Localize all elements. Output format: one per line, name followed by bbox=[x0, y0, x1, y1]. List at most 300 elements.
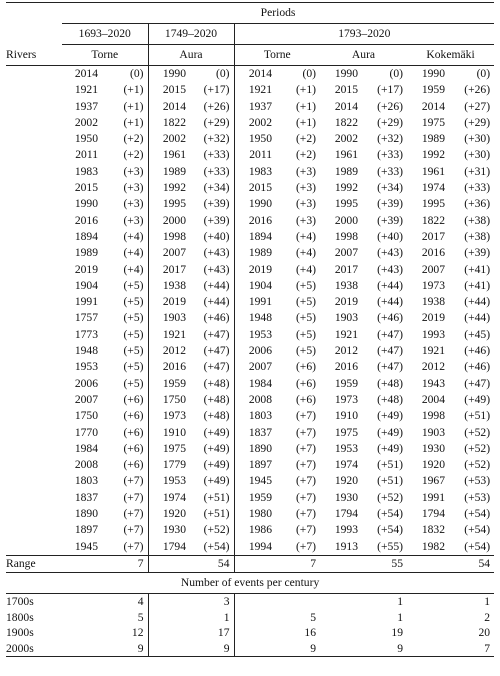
year-cell: 1959 bbox=[421, 83, 445, 97]
offset-cell: (+1) bbox=[295, 99, 316, 113]
year-cell: 2019 bbox=[421, 311, 445, 325]
ranking-row bbox=[6, 310, 494, 326]
offset-cell: (+39) bbox=[203, 197, 230, 211]
offset-cell: (+30) bbox=[464, 148, 491, 162]
year-cell: 1953 bbox=[234, 327, 274, 343]
offset-cell: (+5) bbox=[123, 278, 144, 292]
year-cell: 2016 bbox=[74, 213, 98, 227]
year-cell: 1990 bbox=[74, 197, 98, 211]
event-count-cell: 16 bbox=[234, 625, 320, 641]
year-cell: 1990 bbox=[407, 66, 447, 83]
ranking-row bbox=[6, 343, 494, 359]
year-cell: 1989 bbox=[334, 164, 358, 178]
year-cell: 1770 bbox=[74, 425, 98, 439]
offset-cell: (+7) bbox=[295, 474, 316, 488]
offset-cell: (+7) bbox=[295, 539, 316, 553]
offset-cell: (+49) bbox=[203, 458, 230, 472]
offset-cell: (+1) bbox=[123, 83, 144, 97]
event-count-cell: 1 bbox=[320, 594, 407, 610]
year-cell: 1991 bbox=[74, 295, 98, 309]
row-spacer bbox=[6, 115, 62, 131]
ranking-row bbox=[6, 522, 494, 538]
event-count-cell: 19 bbox=[391, 626, 403, 640]
year-cell: 1989 bbox=[148, 164, 188, 180]
row-spacer bbox=[6, 99, 62, 115]
ranking-row bbox=[6, 327, 494, 343]
offset-cell: (+2) bbox=[295, 148, 316, 162]
offset-cell: (+47) bbox=[203, 360, 230, 374]
year-cell: 1803 bbox=[74, 474, 98, 488]
year-cell: 2006 bbox=[74, 376, 98, 390]
offset-cell: (+53) bbox=[464, 474, 491, 488]
year-cell: 1959 bbox=[234, 490, 274, 506]
event-count-cell: 9 bbox=[62, 641, 148, 657]
offset-cell: (+54) bbox=[464, 539, 491, 553]
year-cell: 1986 bbox=[234, 522, 274, 538]
year-cell: 1973 bbox=[421, 278, 445, 292]
year-cell: 1948 bbox=[74, 344, 98, 358]
year-cell: 1990 bbox=[320, 66, 360, 83]
year-cell: 1950 bbox=[74, 132, 98, 146]
year-cell: 2012 bbox=[421, 360, 445, 374]
year-cell: 2015 bbox=[234, 180, 274, 196]
row-spacer bbox=[6, 147, 62, 163]
year-cell: 1921 bbox=[421, 344, 445, 358]
year-cell: 2011 bbox=[234, 147, 274, 163]
offset-cell: (+51) bbox=[203, 507, 230, 521]
year-cell: 1903 bbox=[334, 311, 358, 325]
year-cell: 2012 bbox=[148, 343, 188, 359]
year-cell: 1995 bbox=[148, 196, 188, 212]
ranking-row bbox=[6, 408, 494, 424]
year-cell: 1921 bbox=[234, 82, 274, 98]
row-spacer bbox=[6, 441, 62, 457]
event-count-cell: 17 bbox=[148, 625, 234, 641]
year-cell: 2016 bbox=[234, 213, 274, 229]
offset-cell: (+6) bbox=[295, 376, 316, 390]
year-cell: 1945 bbox=[74, 539, 98, 553]
offset-cell: (+46) bbox=[377, 311, 403, 325]
row-spacer bbox=[6, 506, 62, 522]
periods-heading: Periods bbox=[62, 3, 494, 24]
year-cell: 1894 bbox=[234, 229, 274, 245]
year-cell: 1973 bbox=[334, 392, 358, 406]
year-cell: 1903 bbox=[421, 425, 445, 439]
offset-cell: (+5) bbox=[123, 344, 144, 358]
year-cell: 1894 bbox=[74, 229, 98, 243]
year-cell: 1921 bbox=[334, 327, 358, 341]
offset-cell: (+49) bbox=[203, 474, 230, 488]
river-name-3: Torne bbox=[234, 45, 320, 66]
year-cell: 2007 bbox=[74, 392, 98, 406]
offset-cell: (+5) bbox=[123, 295, 144, 309]
offset-cell: (+31) bbox=[464, 164, 491, 178]
offset-cell: (+44) bbox=[464, 311, 491, 325]
offset-cell: (+47) bbox=[203, 344, 230, 358]
year-cell: 1890 bbox=[74, 507, 98, 521]
year-cell: 2000 bbox=[334, 213, 358, 227]
year-cell: 1990 bbox=[148, 66, 188, 83]
year-cell: 1953 bbox=[74, 360, 98, 374]
offset-cell: (+51) bbox=[464, 409, 491, 423]
offset-cell: (+44) bbox=[377, 278, 403, 292]
offset-cell: (+1) bbox=[123, 99, 144, 113]
year-cell: 2014 bbox=[148, 99, 188, 115]
year-cell: 1993 bbox=[334, 523, 358, 537]
year-cell: 2015 bbox=[334, 83, 358, 97]
year-cell: 1983 bbox=[234, 164, 274, 180]
year-cell: 1822 bbox=[334, 115, 358, 129]
row-spacer bbox=[6, 327, 62, 343]
row-spacer bbox=[6, 408, 62, 424]
ranking-row bbox=[6, 213, 494, 229]
row-spacer bbox=[6, 164, 62, 180]
offset-cell: (+3) bbox=[123, 213, 144, 227]
year-cell: 1803 bbox=[234, 408, 274, 424]
offset-cell: (+40) bbox=[377, 229, 403, 243]
offset-cell: (+34) bbox=[203, 181, 230, 195]
year-cell: 1930 bbox=[148, 522, 188, 538]
row-spacer bbox=[6, 262, 62, 278]
year-cell: 1998 bbox=[148, 229, 188, 245]
offset-cell: (+54) bbox=[464, 523, 491, 537]
event-count-cell: 9 bbox=[320, 641, 407, 657]
year-cell: 1938 bbox=[421, 295, 445, 309]
year-cell: 1990 bbox=[234, 196, 274, 212]
year-cell: 2014 bbox=[334, 99, 358, 113]
year-cell: 1937 bbox=[234, 99, 274, 115]
periods-table bbox=[6, 2, 494, 657]
year-cell: 1983 bbox=[74, 164, 98, 178]
ranking-row bbox=[6, 490, 494, 506]
offset-cell: (+49) bbox=[377, 441, 403, 455]
offset-cell: (+30) bbox=[464, 132, 491, 146]
offset-cell: (+4) bbox=[295, 246, 316, 260]
river-name-1: Torne bbox=[91, 48, 119, 61]
year-cell: 1989 bbox=[421, 132, 445, 146]
row-spacer bbox=[6, 522, 62, 538]
year-cell: 2008 bbox=[234, 392, 274, 408]
offset-cell: (+51) bbox=[377, 474, 403, 488]
offset-cell: (+51) bbox=[377, 458, 403, 472]
offset-cell: (+52) bbox=[203, 523, 230, 537]
year-cell: 1967 bbox=[421, 474, 445, 488]
offset-cell: (+7) bbox=[295, 458, 316, 472]
year-cell: 1982 bbox=[421, 539, 445, 553]
year-cell: 2007 bbox=[148, 245, 188, 261]
row-spacer bbox=[6, 343, 62, 359]
ranking-row bbox=[6, 131, 494, 147]
row-spacer bbox=[6, 425, 62, 441]
offset-cell: (+39) bbox=[203, 213, 230, 227]
offset-cell: (+49) bbox=[377, 409, 403, 423]
row-spacer bbox=[6, 539, 62, 556]
year-cell: 2017 bbox=[334, 262, 358, 276]
year-cell: 2000 bbox=[148, 213, 188, 229]
offset-cell: (+6) bbox=[295, 360, 316, 374]
offset-cell: (+43) bbox=[203, 246, 230, 260]
year-cell: 1948 bbox=[234, 310, 274, 326]
offset-cell: (+47) bbox=[377, 360, 403, 374]
offset-cell: (+4) bbox=[123, 262, 144, 276]
offset-cell: (+2) bbox=[123, 132, 144, 146]
offset-cell: (+6) bbox=[123, 392, 144, 406]
year-cell: 1945 bbox=[234, 473, 274, 489]
offset-cell: (+5) bbox=[123, 311, 144, 325]
ranking-row bbox=[6, 196, 494, 212]
ranking-row bbox=[6, 425, 494, 441]
event-count-cell: 1 bbox=[407, 594, 494, 610]
year-cell: 1773 bbox=[74, 327, 98, 341]
century-label: 2000s bbox=[6, 641, 62, 657]
ranking-row bbox=[6, 539, 494, 556]
year-cell: 1779 bbox=[148, 457, 188, 473]
year-cell: 1950 bbox=[234, 131, 274, 147]
range-value-4: 55 bbox=[320, 555, 407, 572]
offset-cell: (+38) bbox=[464, 213, 491, 227]
year-cell: 1904 bbox=[234, 278, 274, 294]
year-cell: 1897 bbox=[234, 457, 274, 473]
offset-cell: (+52) bbox=[464, 441, 491, 455]
offset-cell: (+44) bbox=[203, 278, 230, 292]
year-cell: 1910 bbox=[334, 409, 358, 423]
offset-cell: (+7) bbox=[295, 507, 316, 521]
offset-cell: (+47) bbox=[377, 327, 403, 341]
offset-cell: (+4) bbox=[295, 229, 316, 243]
offset-cell: (+29) bbox=[464, 115, 491, 129]
year-cell: 2019 bbox=[74, 262, 98, 276]
offset-cell: (+5) bbox=[295, 278, 316, 292]
event-count-cell: 9 bbox=[148, 641, 234, 657]
year-cell: 2002 bbox=[234, 115, 274, 131]
year-cell: 1975 bbox=[148, 441, 188, 457]
offset-cell: (+48) bbox=[377, 392, 403, 406]
year-cell: 1980 bbox=[234, 506, 274, 522]
offset-cell: (0) bbox=[360, 66, 407, 83]
year-cell: 2012 bbox=[334, 344, 358, 358]
ranking-row bbox=[6, 66, 494, 83]
year-cell: 2016 bbox=[148, 359, 188, 375]
year-cell: 1937 bbox=[74, 99, 98, 113]
event-count-cell: 1 bbox=[148, 610, 234, 626]
year-cell: 2019 bbox=[234, 262, 274, 278]
offset-cell: (+47) bbox=[377, 344, 403, 358]
offset-cell: (+44) bbox=[377, 295, 403, 309]
offset-cell: (+39) bbox=[377, 213, 403, 227]
ranking-row bbox=[6, 506, 494, 522]
offset-cell: (+41) bbox=[464, 278, 491, 292]
offset-cell: (+33) bbox=[464, 181, 491, 195]
offset-cell: (+41) bbox=[464, 262, 491, 276]
offset-cell: (+7) bbox=[123, 474, 144, 488]
ranking-row bbox=[6, 359, 494, 375]
year-cell: 1992 bbox=[334, 181, 358, 195]
year-cell: 1995 bbox=[334, 197, 358, 211]
year-cell: 1930 bbox=[334, 490, 358, 504]
year-cell: 2016 bbox=[334, 360, 358, 374]
offset-cell: (+48) bbox=[377, 376, 403, 390]
events-row bbox=[6, 641, 494, 657]
row-spacer bbox=[6, 180, 62, 196]
event-count-cell: 7 bbox=[407, 641, 494, 657]
offset-cell: (+4) bbox=[123, 246, 144, 260]
river-name-2: Aura bbox=[148, 45, 234, 66]
offset-cell: (+49) bbox=[464, 392, 491, 406]
period-group-1: 1693–2020 bbox=[62, 24, 148, 45]
year-cell: 1989 bbox=[234, 245, 274, 261]
offset-cell: (+45) bbox=[464, 327, 491, 341]
river-name-5: Kokemäki bbox=[426, 48, 475, 61]
row-spacer bbox=[6, 278, 62, 294]
row-spacer bbox=[6, 376, 62, 392]
row-spacer bbox=[6, 457, 62, 473]
offset-cell: (+1) bbox=[295, 115, 316, 129]
offset-cell: (+5) bbox=[123, 327, 144, 341]
year-cell: 1837 bbox=[234, 425, 274, 441]
offset-cell: (+54) bbox=[377, 523, 403, 537]
offset-cell: (+3) bbox=[295, 197, 316, 211]
offset-cell: (+6) bbox=[123, 458, 144, 472]
offset-cell: (+5) bbox=[295, 295, 316, 309]
year-cell: 1750 bbox=[148, 392, 188, 408]
offset-cell: (+33) bbox=[203, 164, 230, 178]
ranking-row bbox=[6, 245, 494, 261]
offset-cell: (+48) bbox=[203, 409, 230, 423]
offset-cell: (+3) bbox=[123, 197, 144, 211]
offset-cell: (+6) bbox=[123, 409, 144, 423]
year-cell: 1794 bbox=[148, 539, 188, 556]
year-cell: 1930 bbox=[421, 441, 445, 455]
offset-cell: (+52) bbox=[464, 425, 491, 439]
year-cell: 2016 bbox=[421, 246, 445, 260]
row-spacer bbox=[6, 131, 62, 147]
offset-cell: (+48) bbox=[203, 376, 230, 390]
year-cell: 1890 bbox=[234, 441, 274, 457]
year-cell: 1910 bbox=[148, 425, 188, 441]
year-cell: 1938 bbox=[334, 278, 358, 292]
offset-cell: (+7) bbox=[295, 441, 316, 455]
offset-cell: (0) bbox=[100, 66, 148, 83]
event-count-cell bbox=[234, 594, 320, 610]
row-spacer bbox=[6, 196, 62, 212]
year-cell: 1973 bbox=[148, 408, 188, 424]
row-spacer bbox=[6, 392, 62, 408]
ranking-row bbox=[6, 82, 494, 98]
century-label: 1800s bbox=[6, 610, 34, 624]
year-cell: 2004 bbox=[421, 392, 445, 406]
year-cell: 1904 bbox=[74, 278, 98, 292]
offset-cell: (+49) bbox=[203, 441, 230, 455]
row-spacer bbox=[6, 294, 62, 310]
year-cell: 2014 bbox=[234, 66, 274, 83]
offset-cell: (+43) bbox=[377, 246, 403, 260]
offset-cell: (+46) bbox=[464, 360, 491, 374]
range-value-1: 7 bbox=[62, 555, 148, 572]
year-cell: 2007 bbox=[234, 359, 274, 375]
year-cell: 1938 bbox=[148, 278, 188, 294]
offset-cell: (+51) bbox=[203, 490, 230, 504]
river-name-4: Aura bbox=[351, 48, 376, 61]
year-cell: 1822 bbox=[421, 213, 445, 227]
offset-cell: (+5) bbox=[123, 376, 144, 390]
offset-cell: (0) bbox=[188, 66, 234, 83]
offset-cell: (+7) bbox=[295, 490, 316, 504]
offset-cell: (+52) bbox=[377, 490, 403, 504]
offset-cell: (+6) bbox=[123, 425, 144, 439]
offset-cell: (+1) bbox=[295, 83, 316, 97]
year-cell: 1991 bbox=[234, 294, 274, 310]
year-cell: 2011 bbox=[75, 148, 98, 162]
year-cell: 1961 bbox=[334, 148, 358, 162]
offset-cell: (+7) bbox=[123, 507, 144, 521]
year-cell: 2014 bbox=[62, 66, 100, 83]
year-cell: 2019 bbox=[148, 294, 188, 310]
year-cell: 2017 bbox=[148, 262, 188, 278]
year-cell: 1974 bbox=[334, 458, 358, 472]
offset-cell: (+5) bbox=[123, 360, 144, 374]
offset-cell: (+32) bbox=[377, 132, 403, 146]
year-cell: 2006 bbox=[234, 343, 274, 359]
year-cell: 1920 bbox=[148, 506, 188, 522]
offset-cell: (+36) bbox=[464, 197, 491, 211]
year-cell: 2015 bbox=[74, 181, 98, 195]
offset-cell: (+48) bbox=[203, 392, 230, 406]
offset-cell: (+3) bbox=[295, 213, 316, 227]
year-cell: 1991 bbox=[421, 490, 445, 504]
offset-cell: (+7) bbox=[123, 523, 144, 537]
row-spacer bbox=[6, 213, 62, 229]
offset-cell: (+33) bbox=[203, 148, 230, 162]
offset-cell: (+26) bbox=[377, 99, 403, 113]
offset-cell: (+3) bbox=[295, 164, 316, 178]
row-spacer bbox=[6, 310, 62, 326]
year-cell: 1921 bbox=[74, 83, 98, 97]
year-cell: 1750 bbox=[74, 409, 98, 423]
offset-cell: (+26) bbox=[464, 83, 491, 97]
offset-cell: (+3) bbox=[123, 164, 144, 178]
ranking-row bbox=[6, 99, 494, 115]
offset-cell: (+7) bbox=[123, 539, 144, 553]
year-cell: 1961 bbox=[421, 164, 445, 178]
ranking-row bbox=[6, 262, 494, 278]
year-cell: 1794 bbox=[334, 507, 358, 521]
offset-cell: (+17) bbox=[203, 83, 230, 97]
offset-cell: (+29) bbox=[377, 115, 403, 129]
year-cell: 2002 bbox=[334, 132, 358, 146]
event-count-cell: 9 bbox=[234, 641, 320, 657]
offset-cell: (+47) bbox=[203, 327, 230, 341]
year-cell: 1822 bbox=[148, 115, 188, 131]
year-cell: 1959 bbox=[334, 376, 358, 390]
ranking-row bbox=[6, 147, 494, 163]
year-cell: 1992 bbox=[148, 180, 188, 196]
events-row bbox=[6, 610, 494, 626]
offset-cell: (+39) bbox=[377, 197, 403, 211]
offset-cell: (+33) bbox=[377, 164, 403, 178]
ranking-row bbox=[6, 278, 494, 294]
year-cell: 1998 bbox=[334, 229, 358, 243]
year-cell: 1961 bbox=[148, 147, 188, 163]
offset-cell: (+43) bbox=[203, 262, 230, 276]
offset-cell: (+55) bbox=[377, 539, 403, 553]
event-count-cell: 20 bbox=[478, 626, 491, 640]
offset-cell: (+38) bbox=[464, 229, 491, 243]
offset-cell: (+7) bbox=[123, 490, 144, 504]
year-cell: 2002 bbox=[74, 115, 98, 129]
offset-cell: (+7) bbox=[295, 409, 316, 423]
year-cell: 2014 bbox=[421, 99, 445, 113]
offset-cell: (+44) bbox=[203, 295, 230, 309]
